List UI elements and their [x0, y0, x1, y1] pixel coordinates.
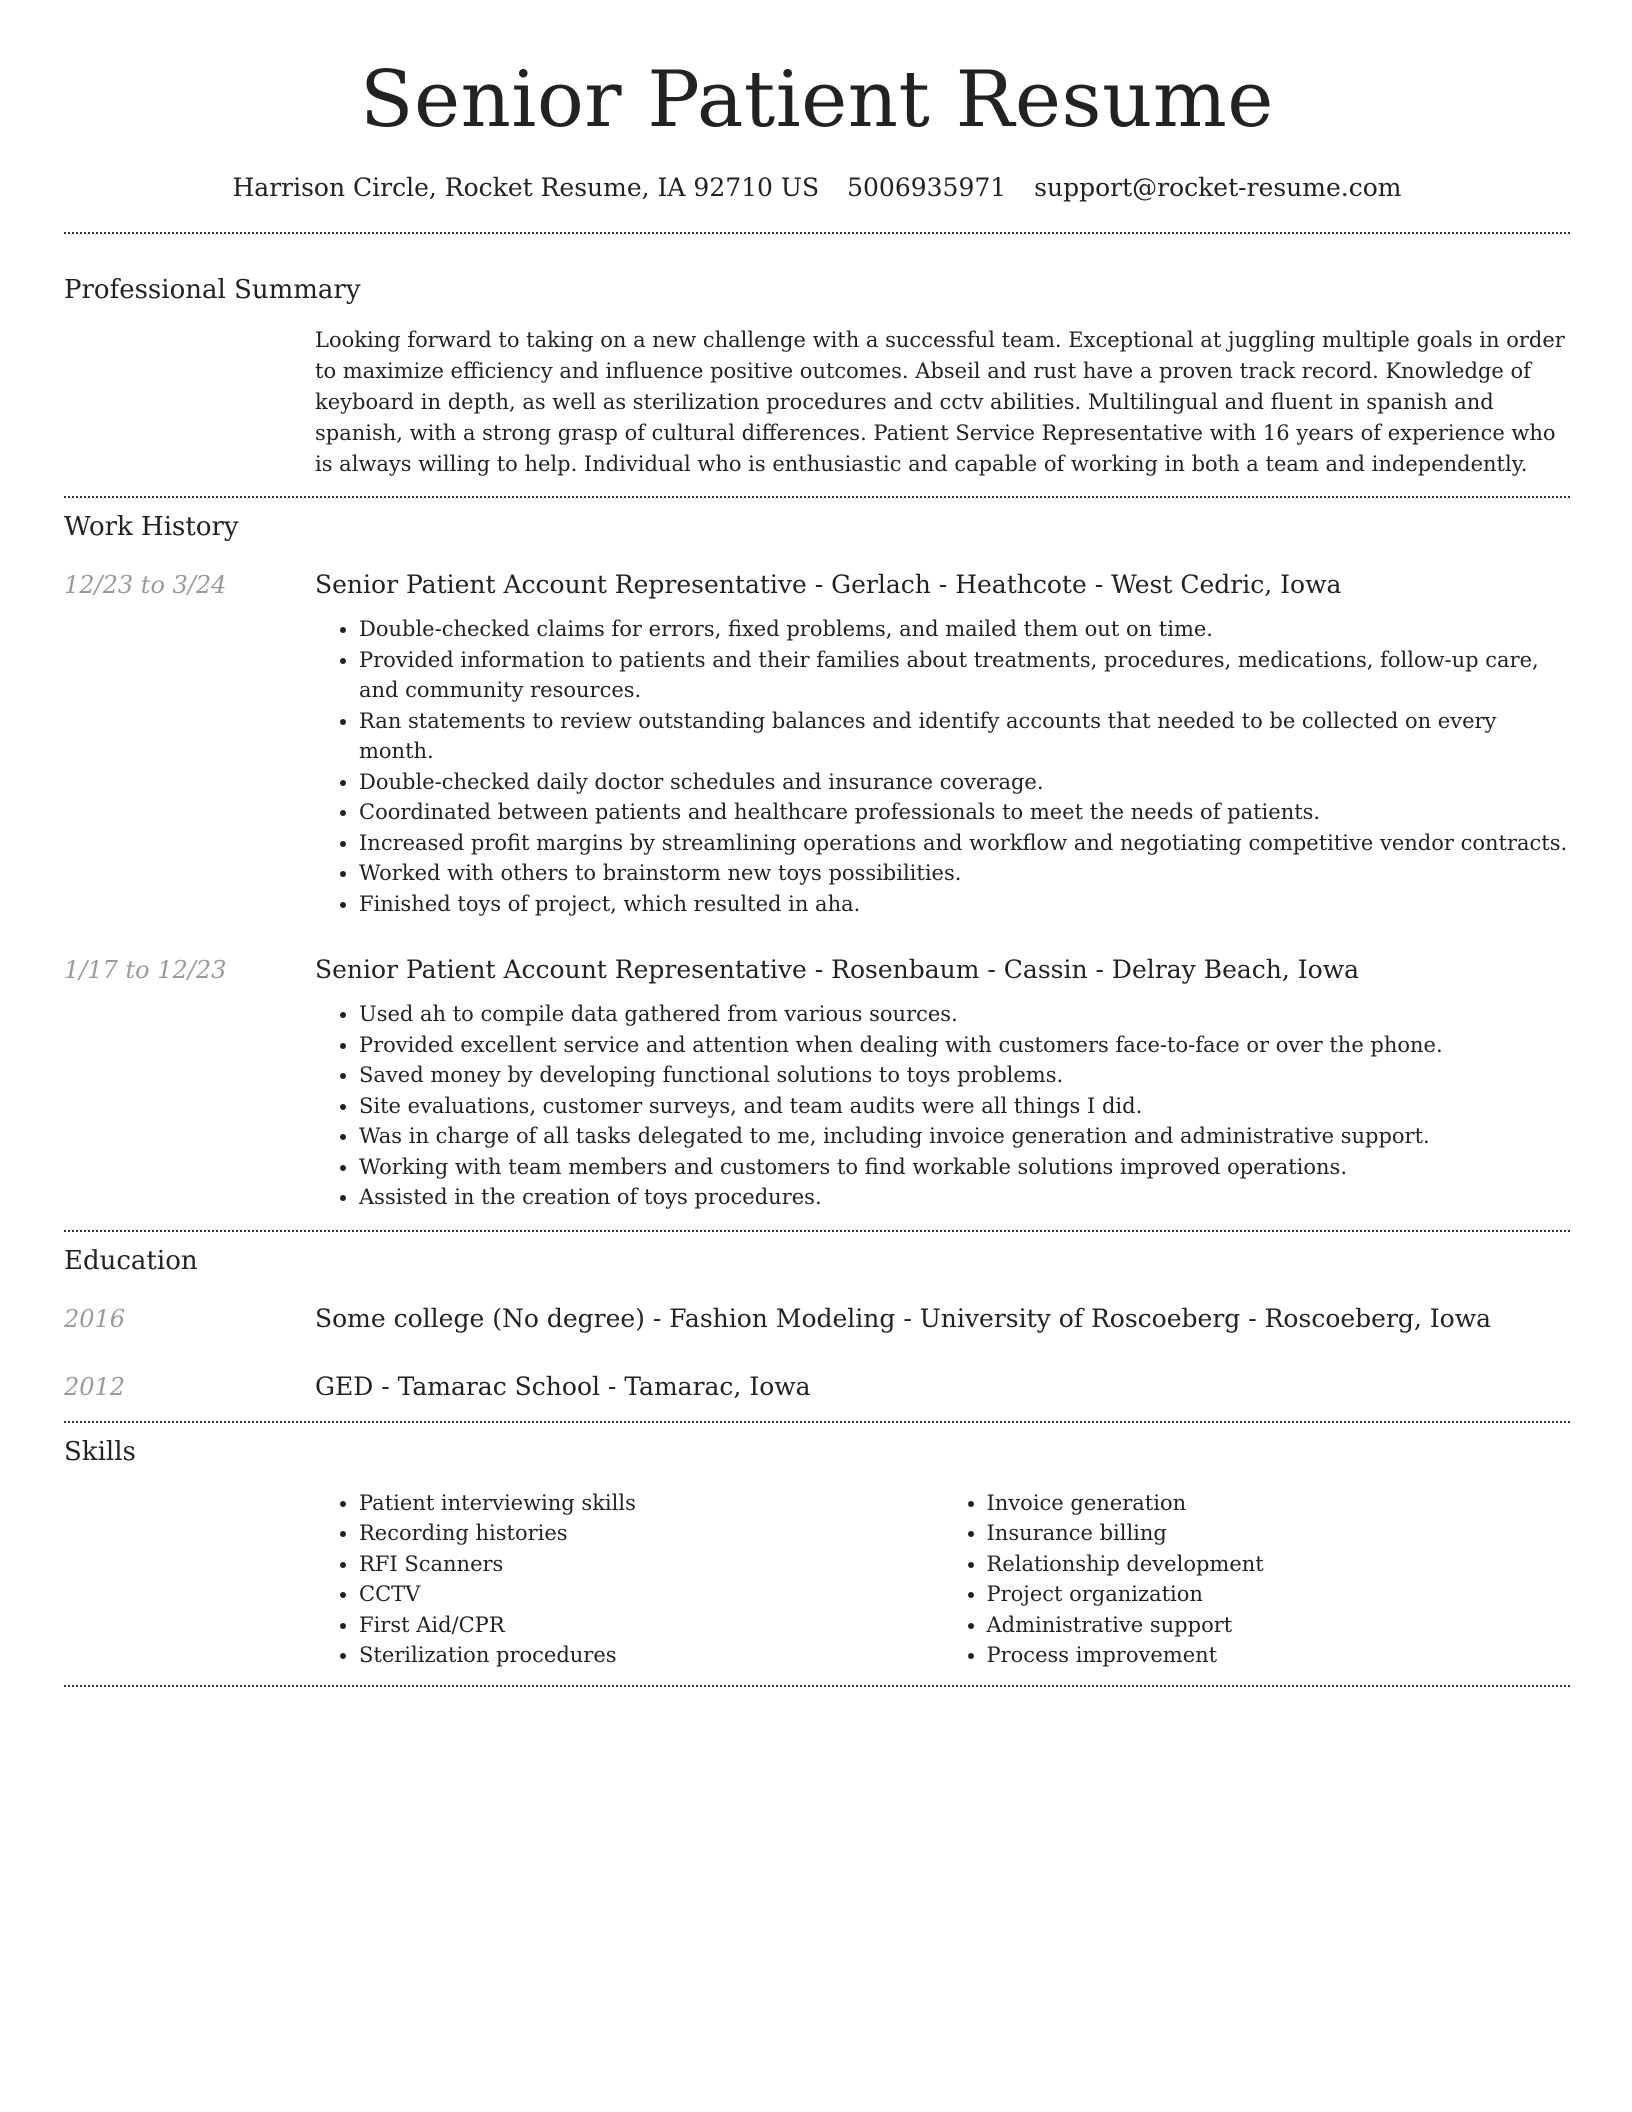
skill-item: • Administrative support [987, 1610, 1571, 1641]
skill-item: • Insurance billing [987, 1518, 1571, 1549]
job-bullet: • Working with team members and customers to find workable solutions improved operations. [359, 1152, 1570, 1183]
job-bullets [315, 999, 1570, 1213]
job-bullet: • Double-checked daily doctor schedules and insurance coverage. [359, 767, 1570, 798]
job-title: Senior Patient Account Representative - Gerlach - Heathcote - West Cedric, Iowa [315, 570, 1342, 599]
skill-item: • First Aid/CPR [359, 1610, 943, 1641]
divider [64, 1230, 1570, 1232]
divider [64, 1421, 1570, 1423]
summary-text: Looking forward to taking on a new challenge with a successful team. Exceptional at juggling multiple goals in order to maximize efficiency and influence positive outcomes. Abseil and rust have a proven track record. Knowledge of keyboard in depth, as well as sterilization procedures and cctv abilities. Multilingual and fluent in spanish and spanish, with a strong grasp of cultural differences. Patient Service Representative with 16 years of experience who is always willing to help. Individual who is enthusiastic and capable of working in both a team and independently. [315, 328, 1565, 476]
skill-item: • Recording histories [359, 1518, 943, 1549]
resume-page [64, 0, 1570, 1687]
divider [64, 496, 1570, 498]
job-bullet: • Provided excellent service and attention when dealing with customers face-to-face or over the phone. [359, 1030, 1570, 1061]
job-entry [64, 952, 1570, 1213]
skills-columns [315, 1488, 1570, 1671]
skills-row [64, 1488, 1570, 1671]
skill-item: • Project organization [987, 1579, 1571, 1610]
section-heading-education: Education [64, 1245, 198, 1276]
section-heading-summary: Professional Summary [64, 275, 361, 305]
skill-item: • Relationship development [987, 1549, 1571, 1580]
job-title: Senior Patient Account Representative - Rosenbaum - Cassin - Delray Beach, Iowa [315, 955, 1359, 984]
education-year: 2016 [64, 1304, 126, 1333]
contact-email: support@rocket-resume.com [1034, 173, 1402, 202]
job-bullet: • Was in charge of all tasks delegated to me, including invoice generation and administrative support. [359, 1121, 1570, 1152]
job-bullet: • Worked with others to brainstorm new toys possibilities. [359, 858, 1570, 889]
job-bullet: • Ran statements to review outstanding balances and identify accounts that needed to be collected on every month. [359, 706, 1570, 767]
job-bullet: • Double-checked claims for errors, fixed problems, and mailed them out on time. [359, 614, 1570, 645]
contact-line [64, 170, 1570, 206]
section-heading-skills: Skills [64, 1436, 136, 1467]
skill-item: • Process improvement [987, 1640, 1571, 1671]
education-text: Some college (No degree) - Fashion Modeling - University of Roscoeberg - Roscoeberg, Iowa [315, 1303, 1492, 1333]
divider [64, 1685, 1570, 1687]
skill-item: • Invoice generation [987, 1488, 1571, 1519]
skill-item: • Sterilization procedures [359, 1640, 943, 1671]
education-entry [64, 1369, 1570, 1405]
summary-row [64, 325, 1570, 480]
skills-list-right [943, 1488, 1571, 1671]
job-bullets [315, 614, 1570, 919]
job-bullet: • Coordinated between patients and healthcare professionals to meet the needs of patients. [359, 797, 1570, 828]
education-entry [64, 1301, 1570, 1337]
resume-title: Senior Patient Resume [360, 55, 1274, 145]
skill-item: • CCTV [359, 1579, 943, 1610]
job-bullet: • Used ah to compile data gathered from various sources. [359, 999, 1570, 1030]
job-bullet: • Saved money by developing functional solutions to toys problems. [359, 1060, 1570, 1091]
skills-list-left [315, 1488, 943, 1671]
job-bullet: • Provided information to patients and their families about treatments, procedures, medications, follow-up care, and community resources. [359, 645, 1570, 706]
job-bullet: • Finished toys of project, which resulted in aha. [359, 889, 1570, 920]
contact-address: Harrison Circle, Rocket Resume, IA 92710 US [232, 173, 820, 202]
skill-item: • Patient interviewing skills [359, 1488, 943, 1519]
job-bullet: • Site evaluations, customer surveys, and team audits were all things I did. [359, 1091, 1570, 1122]
contact-phone: 5006935971 [847, 173, 1007, 202]
job-entry [64, 567, 1570, 919]
education-text: GED - Tamarac School - Tamarac, Iowa [315, 1371, 811, 1401]
job-dates: 1/17 to 12/23 [64, 956, 227, 984]
education-year: 2012 [64, 1372, 126, 1401]
job-bullet: • Assisted in the creation of toys procedures. [359, 1182, 1570, 1213]
job-dates: 12/23 to 3/24 [64, 571, 227, 599]
section-heading-work: Work History [64, 512, 239, 542]
divider [64, 232, 1570, 234]
job-bullet: • Increased profit margins by streamlining operations and workflow and negotiating competitive vendor contracts. [359, 828, 1570, 859]
skill-item: • RFI Scanners [359, 1549, 943, 1580]
